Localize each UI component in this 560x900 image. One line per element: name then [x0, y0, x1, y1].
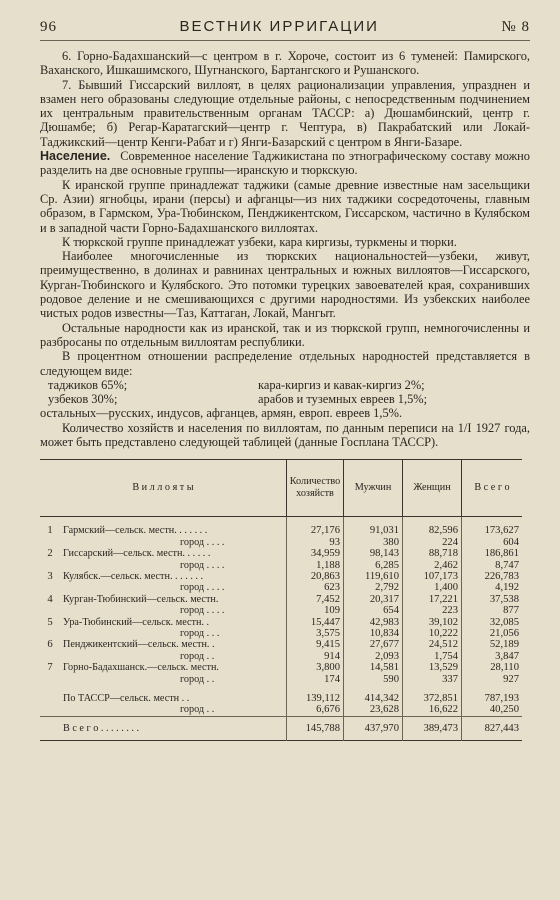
column-header-total: В с е г о [462, 460, 523, 517]
total-cell: 226,783 [462, 571, 523, 582]
row-number [40, 628, 60, 639]
paragraph: 7. Бывший Гиссарский виллоят, в целях рационализации управления, упразднен и взамен него образованы следующие отдельные районы, с непосредственным подчинением их центральным правительственным органам ТАССР: а) Дюшамбинский, центр г. Дюшамбе; б) Регар-Каратагский—центр г. Чептура, в) Пакрабатский или Локай-Таджикский—центр Кенги-Рабат и г) Янги-Базарский с центром в Янги-Базаре. [40, 77, 530, 149]
column-header-men: Мужчин [344, 460, 403, 517]
table-row [40, 628, 522, 639]
table-row [40, 560, 522, 571]
households-cell: 20,863 [287, 571, 344, 582]
men-cell: 14,581 [344, 662, 403, 673]
total-cell: 3,847 [462, 651, 523, 662]
row-number: 5 [47, 616, 53, 628]
total-cell: 8,747 [462, 560, 523, 571]
row-number: 6 [47, 639, 53, 651]
women-cell: 389,473 [403, 716, 462, 740]
men-cell: 119,610 [344, 571, 403, 582]
table-row [40, 525, 522, 536]
women-cell: 13,529 [403, 662, 462, 673]
households-cell: 34,959 [287, 548, 344, 559]
men-cell: 590 [344, 674, 403, 685]
table-row [40, 651, 522, 662]
total-cell: 787,193 [462, 693, 523, 704]
table-row [40, 548, 522, 559]
households-cell: 145,788 [287, 716, 344, 740]
women-cell: 223 [403, 605, 462, 616]
households-cell: 7,452 [287, 594, 344, 605]
paragraph: 6. Горно-Бадахшанский—с центром в г. Хороче, состоит из 6 туменей: Памирского, Ваханского, Ишкашимского, Шугнанского, Бартангского и Рушанского. [40, 49, 530, 78]
total-cell: 173,627 [462, 525, 523, 536]
row-number [40, 560, 60, 571]
women-cell: 1,400 [403, 582, 462, 593]
households-cell: 27,176 [287, 525, 344, 536]
men-cell: 98,143 [344, 548, 403, 559]
paragraph: Остальные народности как из иранской, так и из тюркской групп, немногочисленны и разбросаны по отдельным виллоятам республики. [40, 320, 530, 349]
women-cell: 10,222 [403, 628, 462, 639]
region-name: город . . [180, 673, 215, 685]
spacer-row [40, 685, 522, 693]
journal-title: ВЕСТНИК ИРРИГАЦИИ [179, 18, 379, 35]
region-name: город . . . [180, 627, 220, 639]
total-cell: 21,056 [462, 628, 523, 639]
row-number [40, 651, 60, 662]
women-cell: 17,221 [403, 594, 462, 605]
households-cell: 139,112 [287, 693, 344, 704]
women-cell: 2,462 [403, 560, 462, 571]
table-row [40, 594, 522, 605]
men-cell: 6,285 [344, 560, 403, 571]
region-name: По ТАССР—сельск. местн . . [63, 693, 190, 704]
row-number: 7 [47, 662, 53, 674]
table-row [40, 693, 522, 704]
total-cell: 40,250 [462, 704, 523, 716]
table-row [40, 617, 522, 628]
row-number [40, 716, 60, 740]
table-row [40, 639, 522, 650]
paragraph-population [40, 149, 530, 178]
men-cell: 2,792 [344, 582, 403, 593]
paragraph-text: Современное население Таджикистана по этнографическому составу можно разделить на две основные группы—иранскую и тюркскую. [40, 149, 530, 178]
column-header-women: Женщин [403, 460, 462, 517]
households-cell: 9,415 [287, 639, 344, 650]
paragraph: К иранской группе принадлежат таджики (самые древние известные нам засельщики Ср. Азии) ягнобцы, ирани (персы) и афганцы—из них таджики сосредоточены, главным образом, в Гармском, Ура-Тюбинском, Пенджикентском, Гиссарском, частично в Кулябском и в западной части Горно-Бадахшанского виллоятах. [40, 177, 530, 235]
body-text [40, 49, 530, 449]
paragraph: Наиболее многочисленные из тюркских национальностей—узбеки, живут, преимущественно, в долинах и равнинах центральных и южных виллоятов—Гиссарского, Курган-Тюбинского и Кулябского. Это потомки турецких завоевателей края, сохранивших родовое деление и не смешивающихся с другими народностями. Из узбекских наиболее чистых родов известны—Таз, Каттаган, Локай, Мангыт. [40, 249, 530, 321]
percent-item: таджиков 65%; [48, 377, 128, 392]
row-number: 1 [47, 525, 53, 537]
region-name: город . . . . [180, 536, 225, 548]
table-row [40, 605, 522, 616]
men-cell: 23,628 [344, 704, 403, 716]
households-cell: 914 [287, 651, 344, 662]
total-cell: 4,192 [462, 582, 523, 593]
total-cell: 604 [462, 537, 523, 548]
paragraph: Количество хозяйств и населения по виллоятам, по данным переписи на 1/I 1927 года, может быть представлено следующей таблицей (данные Госплана ТАССР). [40, 420, 530, 450]
men-cell: 414,342 [344, 693, 403, 704]
side-heading: Население. [40, 149, 111, 164]
total-cell: 927 [462, 674, 523, 685]
households-cell: 3,575 [287, 628, 344, 639]
women-cell: 16,622 [403, 704, 462, 716]
women-cell: 24,512 [403, 639, 462, 650]
page-number: 96 [40, 19, 57, 35]
table-row [40, 582, 522, 593]
table-row [40, 571, 522, 582]
region-name: Гиссарский—сельск. местн. . . . . . [63, 548, 211, 560]
row-number: 2 [47, 548, 53, 560]
women-cell: 82,596 [403, 525, 462, 536]
table-row [40, 662, 522, 673]
row-number [40, 693, 60, 704]
households-cell: 3,800 [287, 662, 344, 673]
women-cell: 39,102 [403, 617, 462, 628]
percent-row [40, 378, 530, 392]
total-cell: 28,110 [462, 662, 523, 673]
row-number [40, 704, 60, 716]
region-name: город . . . . [180, 559, 225, 571]
paragraph: К тюркской группе принадлежат узбеки, кара киргизы, туркмены и тюрки. [62, 234, 457, 249]
total-cell: 877 [462, 605, 523, 616]
men-cell: 380 [344, 537, 403, 548]
women-cell: 372,851 [403, 693, 462, 704]
households-cell: 623 [287, 582, 344, 593]
region-name: город . . . . [180, 582, 225, 594]
running-header [40, 18, 530, 41]
paragraph: В процентном отношении распределение отдельных народностей представляется в следующем виде: [40, 349, 530, 378]
men-cell: 91,031 [344, 525, 403, 536]
total-cell: 827,443 [462, 716, 523, 740]
men-cell: 27,677 [344, 639, 403, 650]
percent-row [40, 406, 530, 420]
total-cell: 186,861 [462, 548, 523, 559]
region-name: Курган-Тюбинский—сельск. местн. [63, 593, 219, 605]
region-name: Кулябск.—сельск. местн. . . . . . . [63, 570, 204, 582]
households-cell: 15,447 [287, 617, 344, 628]
total-cell: 32,085 [462, 617, 523, 628]
column-header-households: Количество хозяйств [287, 460, 344, 517]
issue-number: № 8 [501, 19, 530, 35]
women-cell: 88,718 [403, 548, 462, 559]
table-header-row [40, 460, 522, 517]
region-name: город . . [180, 704, 215, 716]
percent-item: узбеков 30%; [48, 392, 118, 407]
region-name: Горно-Бадахшанск.—сельск. местн. [63, 662, 219, 674]
households-cell: 109 [287, 605, 344, 616]
men-cell: 2,093 [344, 651, 403, 662]
region-name: город . . . . [180, 605, 225, 617]
region-name: В с е г о . . . . . . . . [60, 716, 287, 740]
percent-item: остальных—русских, индусов, афганцев, армян, европ. евреев 1,5%. [40, 406, 403, 421]
region-name: Гармский—сельск. местн. . . . . . . [63, 525, 208, 537]
spacer-row [40, 517, 522, 526]
households-cell: 1,188 [287, 560, 344, 571]
percent-item: кара-киргиз и кавак-киргиз 2%; [258, 377, 425, 392]
table-row [40, 537, 522, 548]
households-cell: 93 [287, 537, 344, 548]
region-name: город . . [180, 650, 215, 662]
row-number: 3 [47, 570, 53, 582]
table-row [40, 674, 522, 685]
women-cell: 1,754 [403, 651, 462, 662]
table-row [40, 704, 522, 716]
percent-row [40, 392, 530, 406]
percent-item: арабов и туземных евреев 1,5%; [258, 392, 428, 407]
table-row [40, 716, 522, 740]
households-cell: 6,676 [287, 704, 344, 716]
women-cell: 224 [403, 537, 462, 548]
row-number [40, 537, 60, 548]
men-cell: 437,970 [344, 716, 403, 740]
women-cell: 107,173 [403, 571, 462, 582]
men-cell: 654 [344, 605, 403, 616]
table-body [40, 517, 522, 741]
column-header-region: В и л л о я т ы [40, 460, 287, 517]
row-number: 4 [47, 593, 53, 605]
women-cell: 337 [403, 674, 462, 685]
men-cell: 10,834 [344, 628, 403, 639]
row-number [40, 674, 60, 685]
total-cell: 37,538 [462, 594, 523, 605]
men-cell: 42,983 [344, 617, 403, 628]
row-number [40, 582, 60, 593]
men-cell: 20,317 [344, 594, 403, 605]
households-cell: 174 [287, 674, 344, 685]
region-name: Ура-Тюбинский—сельск. местн. . [63, 616, 210, 628]
population-table [40, 459, 522, 741]
total-cell: 52,189 [462, 639, 523, 650]
region-name: Пенджикентский—сельск. местн. . [63, 639, 215, 651]
row-number [40, 605, 60, 616]
